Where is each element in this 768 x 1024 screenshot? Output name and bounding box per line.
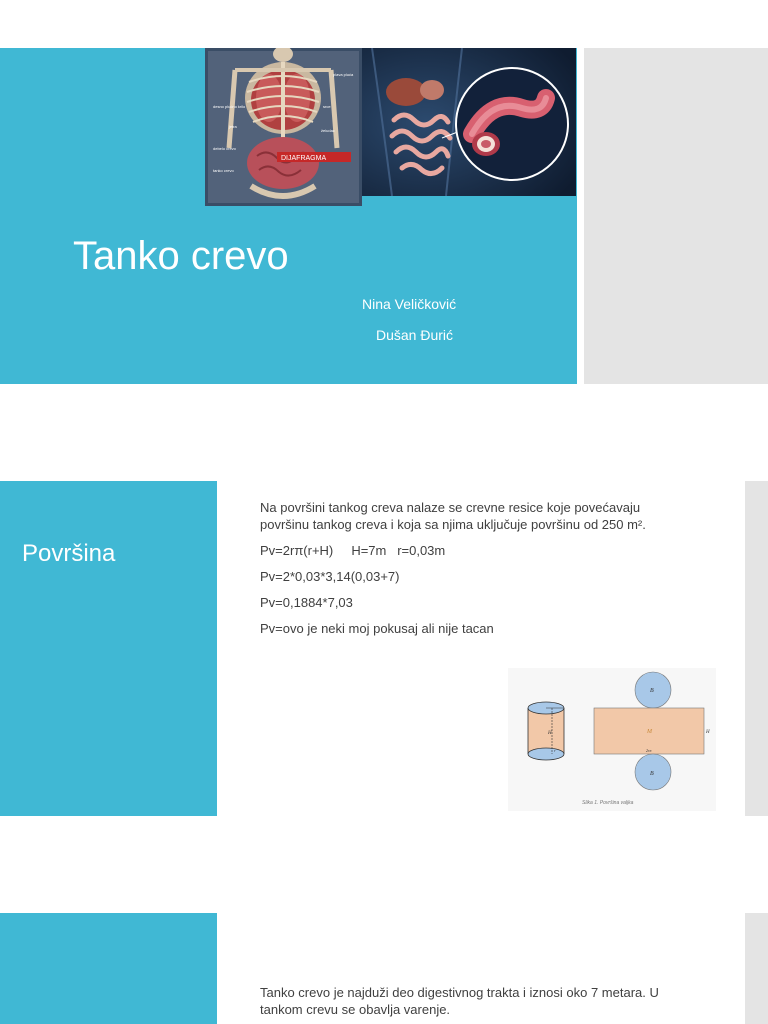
surface-slide-title-panel (0, 481, 217, 816)
list-item: Na površini tankog creva nalaze se crevne resice koje povećavaju površinu tankog creva i koja sa njima uključuje površinu od 250 m². (260, 500, 646, 532)
intestine-illustration-image (362, 48, 576, 196)
net-top-base-label: B (650, 688, 654, 694)
title-slide-side-panel (584, 48, 768, 384)
label-small-intestine: tanko crevo (213, 168, 234, 173)
surface-slide-side-panel (745, 481, 768, 816)
author-name-1: Nina Veličković (362, 296, 457, 312)
intro-slide-side-panel (745, 913, 768, 1024)
list-item: Tanko crevo je najduži deo digestivnog trakta i iznosi oko 7 metara. U tankom crevu se obavlja varenje. (260, 985, 659, 1017)
author-name-2: Dušan Đurić (376, 327, 454, 343)
presentation-title: Tanko crevo (73, 234, 289, 278)
surface-slide-heading: Površina (22, 540, 116, 567)
net-width-label: 2rπ (646, 748, 652, 753)
cylinder-radius-label: r (554, 748, 556, 753)
net-height-label: H (706, 730, 710, 735)
intro-bullet-list (246, 984, 666, 1018)
label-left-mid: desno plućno krilo (213, 104, 246, 109)
label-heart: srce (323, 104, 331, 109)
label-top-right: plava pluća (333, 72, 354, 77)
list-item: Pv=0,1884*7,03 (260, 595, 353, 610)
list-item: Pv=ovo je neki moj pokusaj ali nije tacan (260, 621, 494, 636)
label-large-intestine: debelo crevo (213, 146, 236, 151)
list-item: Pv=2*0,03*3,14(0,03+7) (260, 569, 400, 584)
figure-caption: Slika 1. Površina valjka (582, 800, 634, 806)
cylinder-surface-figure (508, 668, 716, 811)
cylinder-height-label: H (548, 731, 552, 736)
label-liver: jetra (229, 124, 237, 129)
label-stomach: želudac (321, 128, 335, 133)
net-bottom-base-label: B (650, 771, 654, 777)
net-lateral-label: M (647, 729, 652, 735)
intro-slide-title-panel (0, 913, 217, 1024)
list-item: Pv=2rπ(r+H) H=7m r=0,03m (260, 543, 446, 558)
surface-bullet-list (246, 499, 646, 646)
anatomy-skeleton-image (205, 48, 362, 206)
diaphragm-label: DIJAFRAGMA (281, 155, 327, 162)
